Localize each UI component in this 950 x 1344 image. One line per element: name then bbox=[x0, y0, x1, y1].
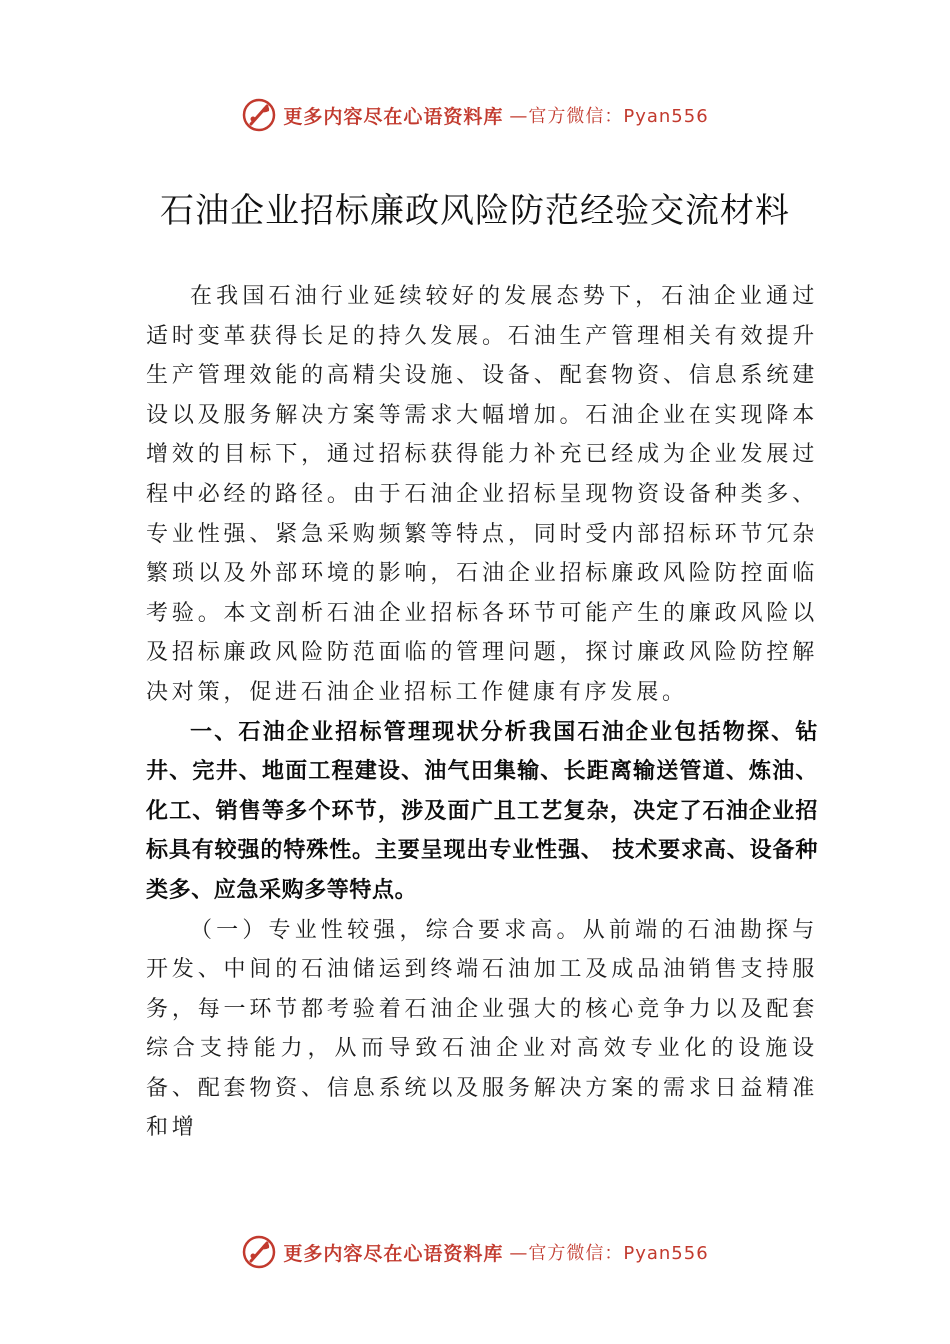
document-title: 石油企业招标廉政风险防范经验交流材料 bbox=[160, 191, 790, 231]
watermark-contact: —官方微信：Pyan556 bbox=[509, 1243, 709, 1264]
watermark-text: 更多内容尽在心语资料库 bbox=[283, 1242, 504, 1265]
document-body bbox=[146, 277, 818, 1148]
watermark-header bbox=[0, 95, 950, 135]
watermark-footer bbox=[0, 1232, 950, 1272]
watermark-contact: —官方微信：Pyan556 bbox=[509, 106, 709, 127]
paragraph-section-heading: 一、石油企业招标管理现状分析我国石油企业包括物探、钻井、完井、地面工程建设、油气田集输、长距离输送管道、炼油、化工、销售等多个环节，涉及面广且工艺复杂，决定了石油企业招标具有较强的特殊性。主要呈现出专业性强、 技术要求高、设备种类多、应急采购多等特点。 bbox=[146, 719, 818, 903]
quill-pen-logo-icon bbox=[241, 1234, 277, 1270]
paragraph-subsection: （一）专业性较强，综合要求高。从前端的石油勘探与开发、中间的石油储运到终端石油加工及成品油销售支持服务，每一环节都考验着石油企业强大的核心竞争力以及配套综合支持能力，从而导致石油企业对高效专业化的设施设备、配套物资、信息系统以及服务解决方案的需求日益精准和增 bbox=[146, 917, 818, 1141]
quill-pen-logo-icon bbox=[241, 97, 277, 133]
watermark-text: 更多内容尽在心语资料库 bbox=[283, 105, 504, 128]
paragraph-intro: 在我国石油行业延续较好的发展态势下，石油企业通过适时变革获得长足的持久发展。石油生产管理相关有效提升生产管理效能的高精尖设施、设备、配套物资、信息系统建设以及服务解决方案等需求大幅增加。石油企业在实现降本增效的目标下，通过招标获得能力补充已经成为企业发展过程中必经的路径。由于石油企业招标呈现物资设备种类多、 专业性强、紧急采购频繁等特点，同时受内部招标环节冗杂繁琐以及外部环境的影响，石油企业招标廉政风险防控面临考验。本文剖析石油企业招标各环节可能产生的廉政风险以及招标廉政风险防范面临的管理问题，探讨廉政风险防控解决对策，促进石油企业招标工作健康有序发展。 bbox=[146, 284, 818, 705]
